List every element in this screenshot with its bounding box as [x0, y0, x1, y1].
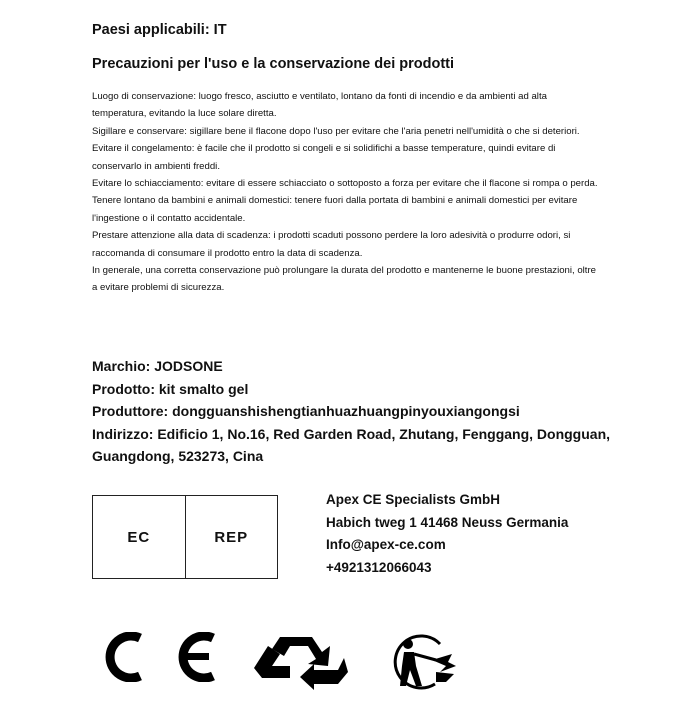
ce-mark-icon [95, 632, 215, 682]
precaution-item: Prestare attenzione alla data di scadenza: i prodotti scaduti possono perdere la loro adesività o produrre odori, si raccomanda di consumare il prodotto entro la data di scadenza. [92, 230, 571, 259]
ec-label: EC [127, 528, 151, 546]
precaution-item: Luogo di conservazione: luogo fresco, asciutto e ventilato, lontano da fonti di incendio e da ambienti ad alta temperatura, evitando la luce solare diretta. [92, 91, 547, 120]
product-info [92, 355, 632, 468]
precaution-item: Evitare lo schiacciamento: evitare di essere schiacciato o sottoposto a forza per evitare che il flacone si rompa o perda. [92, 178, 598, 190]
brand: Marchio: JODSONE [92, 358, 223, 374]
eu-representative [326, 489, 568, 579]
ec-rep-box [92, 495, 278, 579]
countries-heading: Paesi applicabili: IT [92, 22, 227, 38]
precaution-item: Evitare il congelamento: è facile che il prodotto si congeli e si solidifichi a basse temperature, quindi evitare di conservarlo in ambienti freddi. [92, 143, 556, 172]
precaution-item: Tenere lontano da bambini e animali domestici: tenere fuori dalla portata di bambini e animali domestici per evitare l'ingestione o il contatto accidentale. [92, 195, 578, 224]
precautions-title: Precauzioni per l'uso e la conservazione dei prodotti [92, 56, 455, 72]
rep-phone: +4921312066043 [326, 559, 432, 575]
address-line-1: Indirizzo: Edificio 1, No.16, Red Garden Road, Zhutang, Fenggang, Dongguan, [92, 425, 611, 442]
rep-address: Habich tweg 1 41468 Neuss Germania [326, 514, 569, 530]
precautions-text [92, 88, 602, 297]
manufacturer: Produttore: dongguanshishengtianhuazhuangpinyouxiangongsi [92, 403, 520, 420]
address-line-2: Guangdong, 523273, Cina [92, 448, 264, 465]
rep-email: Info@apex-ce.com [326, 537, 446, 552]
rep-label: REP [185, 496, 278, 578]
precaution-item: Sigillare e conservare: sigillare bene il flacone dopo l'uso per evitare che l'aria penetri nell'umidità o che si deteriori. [92, 125, 580, 137]
recycle-icon [250, 632, 350, 692]
precaution-item: In generale, una corretta conservazione può prolungare la durata del prodotto e mantenerne le buone prestazioni, oltre a evitare problemi di sicurezza. [92, 265, 597, 294]
rep-name: Apex CE Specialists GmbH [326, 492, 501, 507]
tidyman-disposal-icon [380, 632, 460, 692]
product: Prodotto: kit smalto gel [92, 380, 249, 397]
